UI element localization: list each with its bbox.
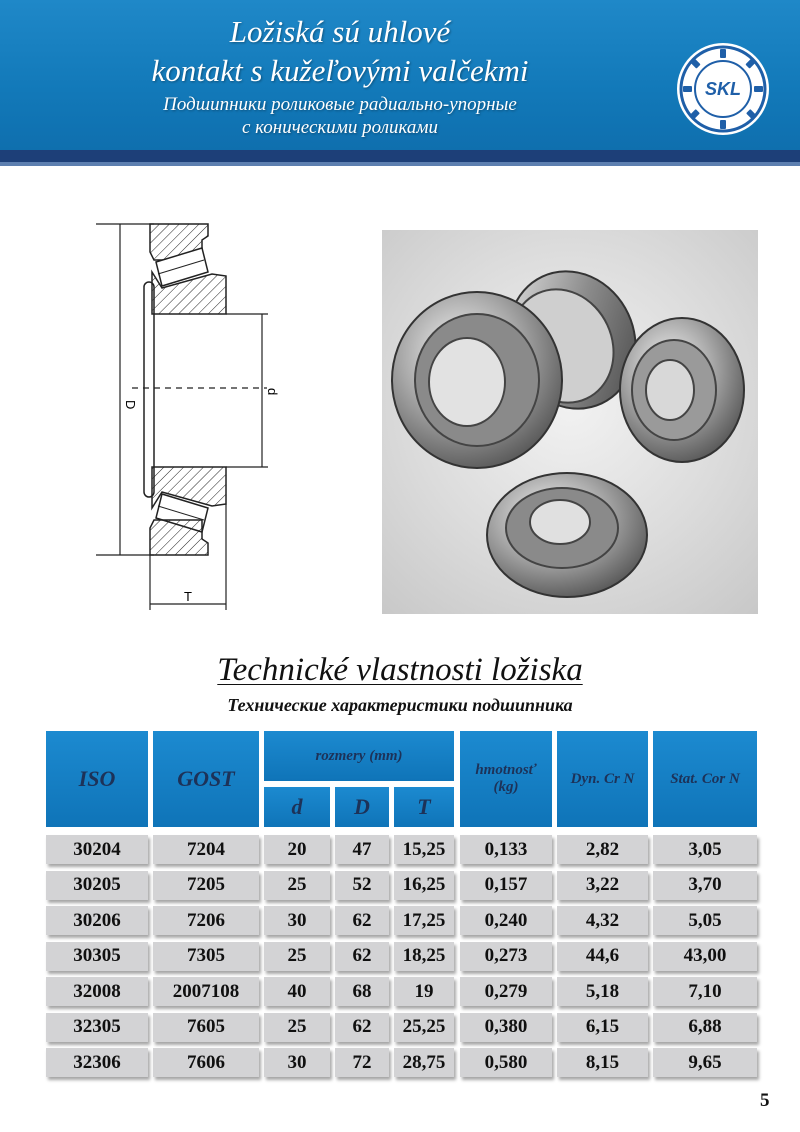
- header-mass: hmotnosť (kg): [460, 731, 552, 827]
- table-cell-D: 72: [335, 1048, 389, 1077]
- table-cell-stat: 3,05: [653, 835, 757, 864]
- table-cell-stat: 6,88: [653, 1013, 757, 1042]
- section-title-ru: Технические характеристики подшипника: [227, 695, 573, 715]
- table-cell-dyn: 44,6: [557, 942, 648, 971]
- header-stripe: [0, 150, 800, 162]
- table-cell-gost: 7205: [153, 871, 259, 900]
- table-cell-T: 28,75: [394, 1048, 454, 1077]
- table-cell-D: 47: [335, 835, 389, 864]
- logo-text: SKL: [705, 79, 741, 99]
- table-cell-D: 62: [335, 942, 389, 971]
- label-D: D: [123, 400, 138, 410]
- table-cell-dyn: 3,22: [557, 871, 648, 900]
- header-D: D: [335, 787, 389, 827]
- table-cell-d: 30: [264, 1048, 330, 1077]
- table-cell-mass: 0,240: [460, 906, 552, 935]
- header-dimensions: rozmery (mm): [264, 731, 454, 781]
- table-cell-gost: 7606: [153, 1048, 259, 1077]
- table-cell-mass: 0,133: [460, 835, 552, 864]
- skl-logo: [676, 42, 770, 136]
- table-cell-iso: 32305: [46, 1013, 148, 1042]
- table-cell-dyn: 4,32: [557, 906, 648, 935]
- table-cell-iso: 30206: [46, 906, 148, 935]
- table-cell-gost: 7204: [153, 835, 259, 864]
- table-cell-T: 15,25: [394, 835, 454, 864]
- table-cell-stat: 3,70: [653, 871, 757, 900]
- table-cell-T: 17,25: [394, 906, 454, 935]
- table-cell-stat: 9,65: [653, 1048, 757, 1077]
- header-stat: Stat. Cor N: [653, 731, 757, 827]
- header-d: d: [264, 787, 330, 827]
- table-cell-T: 25,25: [394, 1013, 454, 1042]
- title-sk-line2: kontakt s kužeľovými valčekmi: [151, 53, 529, 88]
- header-iso: ISO: [46, 731, 148, 827]
- table-cell-mass: 0,273: [460, 942, 552, 971]
- table-cell-iso: 30305: [46, 942, 148, 971]
- table-cell-d: 25: [264, 871, 330, 900]
- table-cell-dyn: 8,15: [557, 1048, 648, 1077]
- table-cell-T: 19: [394, 977, 454, 1006]
- table-cell-D: 62: [335, 1013, 389, 1042]
- table-cell-gost: 7305: [153, 942, 259, 971]
- table-cell-T: 16,25: [394, 871, 454, 900]
- section-title-sk: Technické vlastnosti ložiska: [217, 652, 583, 688]
- bearing-cross-section-diagram: [92, 212, 292, 617]
- header-gost: GOST: [153, 731, 259, 827]
- table-cell-D: 68: [335, 977, 389, 1006]
- table-cell-dyn: 5,18: [557, 977, 648, 1006]
- table-cell-stat: 5,05: [653, 906, 757, 935]
- table-cell-mass: 0,380: [460, 1013, 552, 1042]
- header-dyn: Dyn. Cr N: [557, 731, 648, 827]
- label-d: d: [265, 388, 280, 396]
- table-cell-gost: 2007108: [153, 977, 259, 1006]
- table-cell-gost: 7206: [153, 906, 259, 935]
- table-cell-mass: 0,279: [460, 977, 552, 1006]
- label-T: T: [184, 589, 192, 604]
- table-cell-gost: 7605: [153, 1013, 259, 1042]
- table-cell-dyn: 6,15: [557, 1013, 648, 1042]
- table-cell-d: 30: [264, 906, 330, 935]
- table-cell-d: 40: [264, 977, 330, 1006]
- table-cell-d: 20: [264, 835, 330, 864]
- table-cell-stat: 7,10: [653, 977, 757, 1006]
- title-sk-line1: Ložiská sú uhlové: [229, 14, 451, 49]
- title-ru-line2: с коническими роликами: [241, 117, 439, 138]
- table-cell-mass: 0,157: [460, 871, 552, 900]
- header-T: T: [394, 787, 454, 827]
- table-cell-iso: 32008: [46, 977, 148, 1006]
- table-cell-dyn: 2,82: [557, 835, 648, 864]
- bearings-photo: [382, 230, 758, 614]
- table-cell-D: 62: [335, 906, 389, 935]
- table-cell-d: 25: [264, 1013, 330, 1042]
- table-cell-mass: 0,580: [460, 1048, 552, 1077]
- table-cell-iso: 30204: [46, 835, 148, 864]
- bearings-illustration: [382, 230, 758, 614]
- header-stripe-light: [0, 162, 800, 166]
- table-cell-d: 25: [264, 942, 330, 971]
- table-cell-stat: 43,00: [653, 942, 757, 971]
- title-ru-line1: Подшипники роликовые радиально-упорные: [163, 94, 517, 115]
- table-cell-D: 52: [335, 871, 389, 900]
- table-cell-iso: 30205: [46, 871, 148, 900]
- page-number: 5: [760, 1090, 770, 1111]
- table-cell-iso: 32306: [46, 1048, 148, 1077]
- table-cell-T: 18,25: [394, 942, 454, 971]
